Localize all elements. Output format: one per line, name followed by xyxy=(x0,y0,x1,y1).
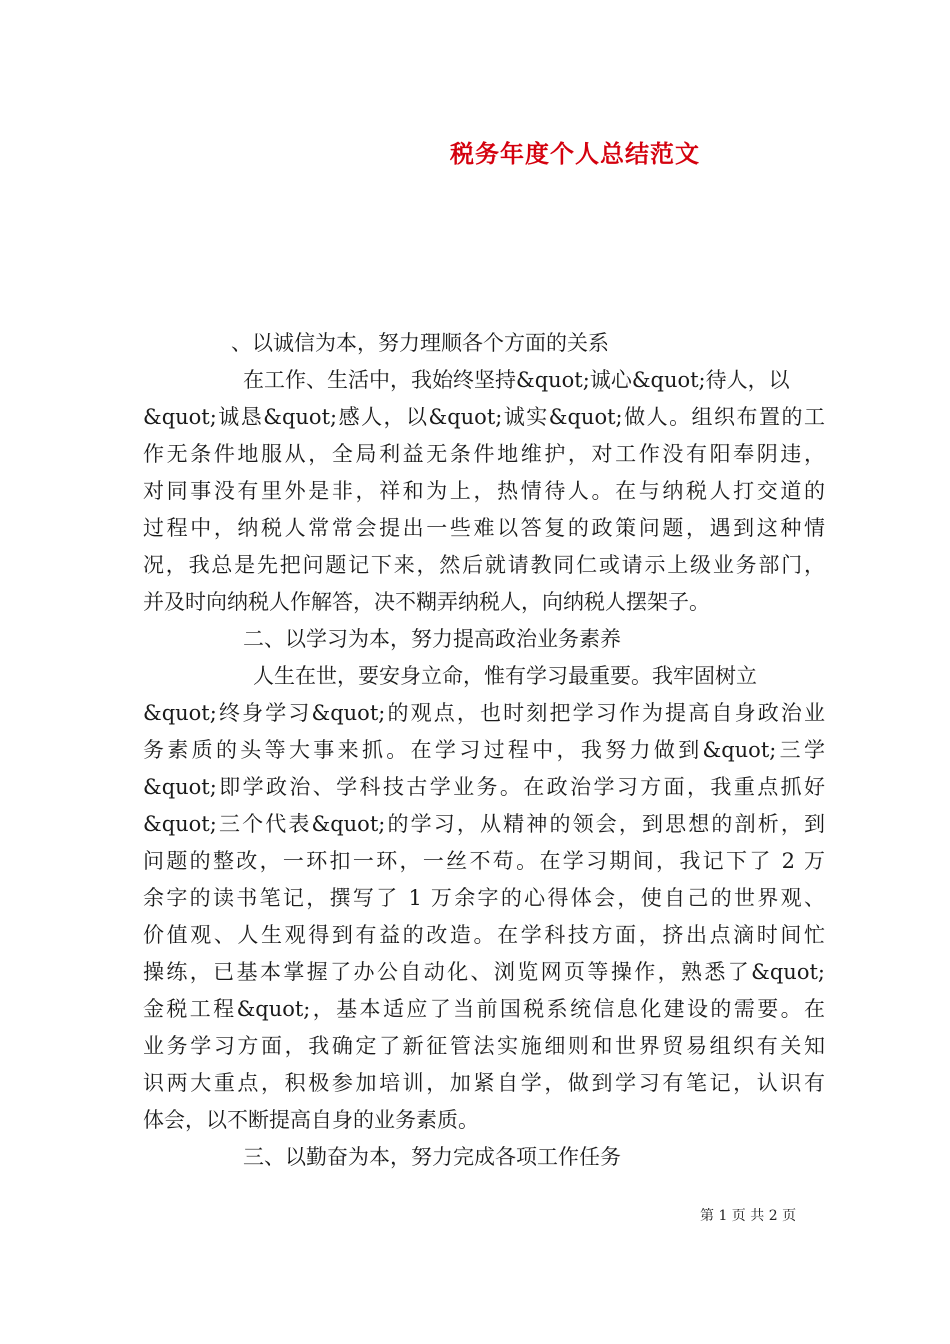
document-title: 税务年度个人总结范文 xyxy=(450,140,700,168)
section-heading-3: 三、以勤奋为本，努力完成各项工作任务 xyxy=(243,1145,621,1169)
paragraph-line: 务素质的头等大事来抓。在学习过程中，我努力做到&quot;三学 xyxy=(143,738,825,762)
document-body xyxy=(143,325,825,1176)
paragraph-line: 并及时向纳税人作解答，决不糊弄纳税人，向纳税人摆架子。 xyxy=(143,590,710,614)
section-heading-2: 二、以学习为本，努力提高政治业务素养 xyxy=(243,627,621,651)
paragraph-line: 问题的整改，一环扣一环，一丝不苟。在学习期间，我记下了 2 万 xyxy=(143,849,825,873)
paragraph-line: &quot;即学政治、学科技古学业务。在政治学习方面，我重点抓好 xyxy=(143,775,825,799)
paragraph-line: 体会，以不断提高自身的业务素质。 xyxy=(143,1108,479,1132)
section-heading-1: 、以诚信为本，努力理顺各个方面的关系 xyxy=(231,331,609,355)
paragraph-line: 操练，已基本掌握了办公自动化、浏览网页等操作，熟悉了&quot; xyxy=(143,960,825,984)
paragraph-line: &quot;三个代表&quot;的学习，从精神的领会，到思想的剖析，到 xyxy=(143,812,825,836)
paragraph-line: 作无条件地服从，全局利益无条件地维护，对工作没有阳奉阴违， xyxy=(143,442,825,466)
paragraph-line: 在工作、生活中，我始终坚持&quot;诚心&quot;待人，以 xyxy=(243,368,790,392)
paragraph-line: 况，我总是先把问题记下来，然后就请教同仁或请示上级业务部门， xyxy=(143,553,825,577)
paragraph-line: 余字的读书笔记，撰写了 1 万余字的心得体会，使自己的世界观、 xyxy=(143,886,825,910)
paragraph-line: 人生在世，要安身立命，惟有学习最重要。我牢固树立 xyxy=(253,664,757,688)
paragraph-line: 金税工程&quot;，基本适应了当前国税系统信息化建设的需要。在 xyxy=(143,997,825,1021)
paragraph-line: 对同事没有里外是非，祥和为上，热情待人。在与纳税人打交道的 xyxy=(143,479,825,503)
paragraph-line: 价值观、人生观得到有益的改造。在学科技方面，挤出点滴时间忙 xyxy=(143,923,825,947)
paragraph-line: 业务学习方面，我确定了新征管法实施细则和世界贸易组织有关知 xyxy=(143,1034,825,1058)
page-number: 第 1 页 共 2 页 xyxy=(700,1208,797,1224)
paragraph-line: &quot;诚恳&quot;感人，以&quot;诚实&quot;做人。组织布置的工 xyxy=(143,405,825,429)
paragraph-line: &quot;终身学习&quot;的观点，也时刻把学习作为提高自身政治业 xyxy=(143,701,825,725)
paragraph-line: 过程中，纳税人常常会提出一些难以答复的政策问题，遇到这种情 xyxy=(143,516,825,540)
paragraph-line: 识两大重点，积极参加培训，加紧自学，做到学习有笔记，认识有 xyxy=(143,1071,825,1095)
